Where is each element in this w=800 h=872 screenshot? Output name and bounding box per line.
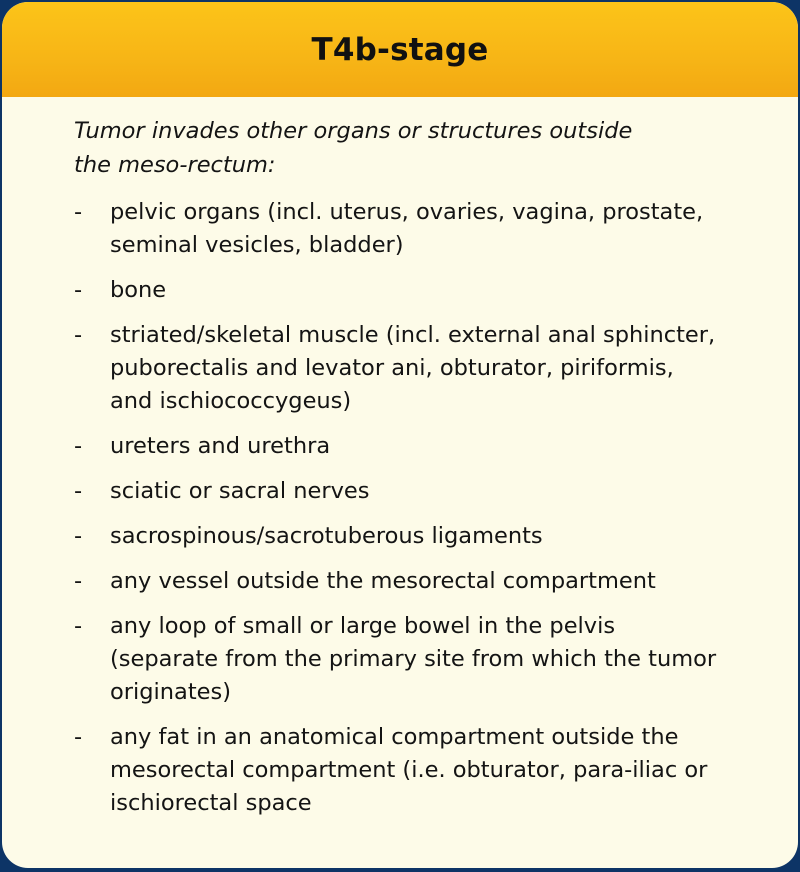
list-item <box>74 721 768 820</box>
bullet-dash: - <box>74 523 83 549</box>
bullet-dash: - <box>74 724 83 750</box>
card-header <box>2 2 798 97</box>
list-item-line: pelvic organs (incl. uterus, ovaries, vagina, prostate, <box>110 199 704 225</box>
card-title: T4b-stage <box>311 31 489 68</box>
list-item-text <box>110 721 707 820</box>
card-body <box>2 97 798 820</box>
intro-line: the meso-rectum: <box>74 152 276 178</box>
list-item-line: (separate from the primary site from which the tumor <box>110 646 717 672</box>
list-item <box>74 475 768 508</box>
list-item-line: originates) <box>110 679 232 705</box>
list-item-line: ureters and urethra <box>110 433 331 459</box>
list-item <box>74 520 768 553</box>
bullet-dash: - <box>74 277 83 303</box>
list-item-line: any vessel outside the mesorectal compartment <box>110 568 656 594</box>
list-item-line: seminal vesicles, bladder) <box>110 232 404 258</box>
bullet-dash: - <box>74 322 83 348</box>
list-item-line: any loop of small or large bowel in the pelvis <box>110 613 616 639</box>
list-item-line: sciatic or sacral nerves <box>110 478 370 504</box>
intro-text <box>74 114 768 182</box>
list-item-line: mesorectal compartment (i.e. obturator, para-iliac or <box>110 757 708 783</box>
list-item-line: bone <box>110 277 167 303</box>
list-item-line: sacrospinous/sacrotuberous ligaments <box>110 523 543 549</box>
list-item-line: ischiorectal space <box>110 790 312 816</box>
list-item-text <box>110 475 369 508</box>
criteria-list <box>74 196 768 820</box>
list-item-line: striated/skeletal muscle (incl. external anal sphincter, <box>110 322 716 348</box>
list-item <box>74 565 768 598</box>
bullet-dash: - <box>74 568 83 594</box>
list-item-text <box>110 430 330 463</box>
list-item-text <box>110 319 715 418</box>
list-item-text <box>110 274 166 307</box>
list-item <box>74 274 768 307</box>
list-item <box>74 430 768 463</box>
bullet-dash: - <box>74 433 83 459</box>
staging-card <box>2 2 798 868</box>
list-item-text <box>110 520 543 553</box>
list-item <box>74 196 768 262</box>
list-item-text <box>110 196 703 262</box>
list-item-line: and ischiococcygeus) <box>110 388 352 414</box>
list-item <box>74 319 768 418</box>
list-item-text <box>110 610 716 709</box>
bullet-dash: - <box>74 478 83 504</box>
intro-line: Tumor invades other organs or structures outside <box>74 118 633 144</box>
bullet-dash: - <box>74 199 83 225</box>
bullet-dash: - <box>74 613 83 639</box>
list-item <box>74 610 768 709</box>
list-item-text <box>110 565 656 598</box>
list-item-line: puborectalis and levator ani, obturator, piriformis, <box>110 355 674 381</box>
list-item-line: any fat in an anatomical compartment outside the <box>110 724 679 750</box>
